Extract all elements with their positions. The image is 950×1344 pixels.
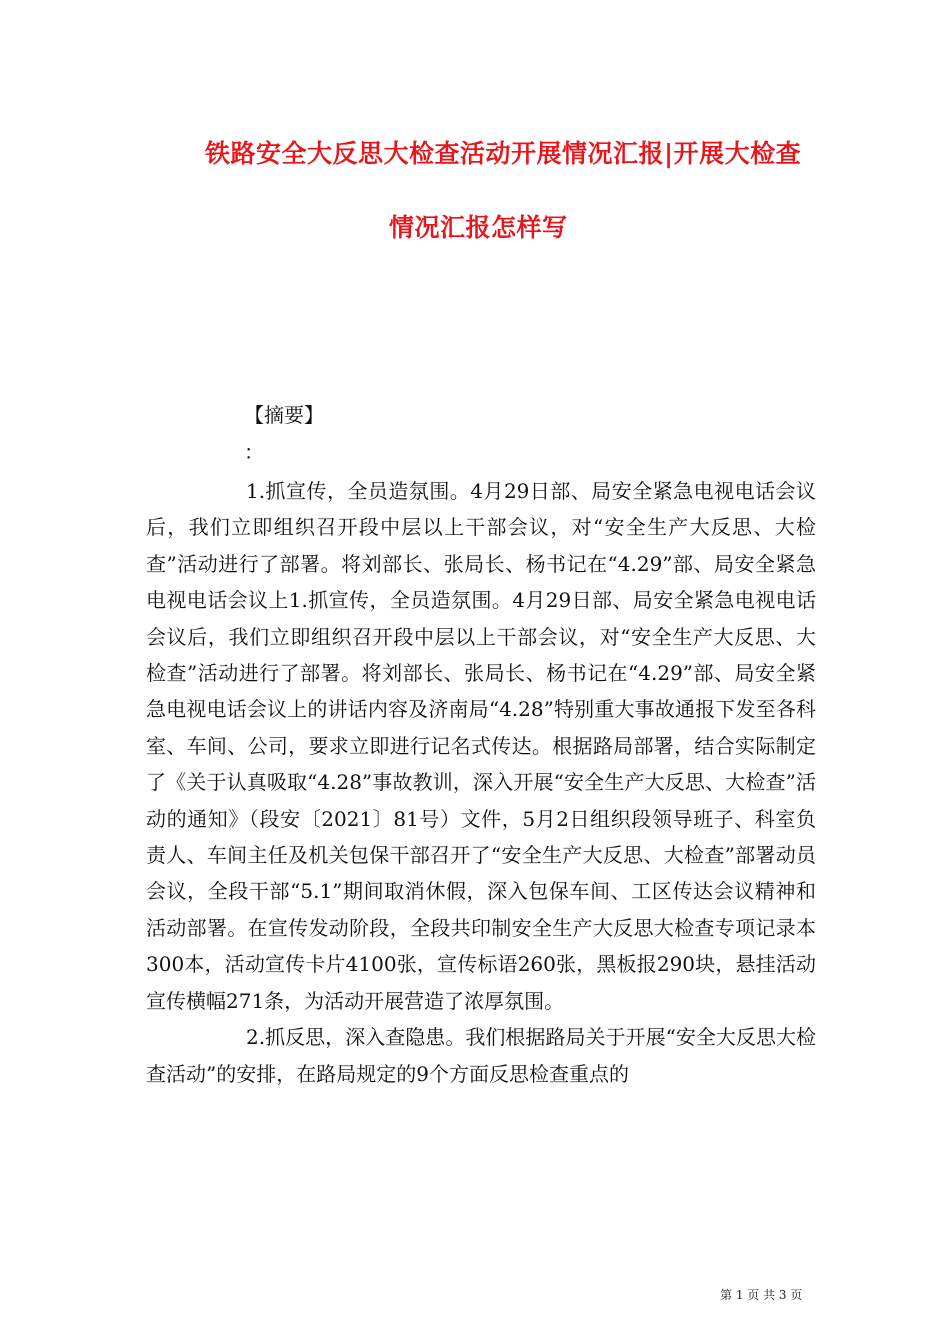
page-footer: 第 1 页 共 3 页 — [720, 1288, 803, 1302]
paragraph-2: 2.抓反思，深入查隐患。我们根据路局关于开展“安全大反思大检查活动”的安排，在路局规定的9个方面反思检查重点的 — [146, 1025, 816, 1086]
abstract-colon: ： — [244, 440, 264, 464]
document-title-line-2: 情况汇报怎样写 — [389, 213, 568, 242]
document-title-line-1: 铁路安全大反思大检查活动开展情况汇报|开展大检查 — [205, 139, 802, 168]
document-body — [146, 473, 816, 1092]
abstract-label: 【摘要】 — [244, 403, 324, 427]
paragraph-1: 1.抓宣传，全员造氛围。4月29日部、局安全紧急电视电话会议后，我们立即组织召开段中层以上干部会议，对“安全生产大反思、大检查”活动进行了部署。将刘部长、张局长、杨书记在“4.29”部、局安全紧急电视电话会议上1.抓宣传，全员造氛围。4月29日部、局安全紧急电视电话会议后，我们立即组织召开段中层以上干部会议，对“安全生产大反思、大检查”活动进行了部署。将刘部长、张局长、杨书记在“4.29”部、局安全紧急电视电话会议上的讲话内容及济南局“4.28”特别重大事故通报下发至各科室、车间、公司，要求立即进行记名式传达。根据路局部署，结合实际制定了《关于认真吸取“4.28”事故教训，深入开展“安全生产大反思、大检查”活动的通知》（段安〔2021〕81号）文件，5月2日组织段领导班子、科室负责人、车间主任及机关包保干部召开了“安全生产大反思、大检查”部署动员会议，全段干部“5.1”期间取消休假，深入包保车间、工区传达会议精神和活动部署。在宣传发动阶段，全段共印制安全生产大反思大检查专项记录本300本，活动宣传卡片4100张，宣传标语260张，黑板报290块，悬挂活动宣传横幅271条，为活动开展营造了浓厚氛围。 — [146, 479, 816, 1013]
